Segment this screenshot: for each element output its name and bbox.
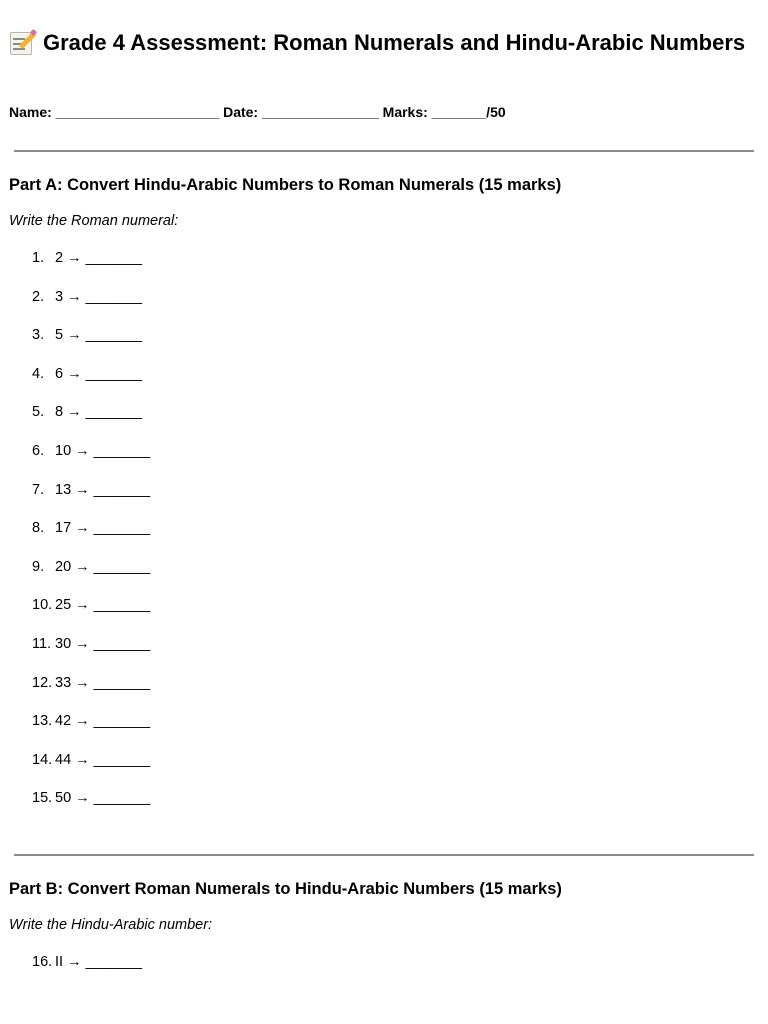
question-number: 15. bbox=[32, 790, 53, 807]
part-b-instruction: Write the Hindu-Arabic number: bbox=[9, 917, 213, 933]
question-number: 7. bbox=[32, 481, 45, 498]
question-item bbox=[32, 712, 150, 751]
question-text: 5 → _______ bbox=[55, 327, 143, 344]
question-number: 16. bbox=[32, 954, 53, 970]
question-number: 5. bbox=[32, 404, 45, 421]
question-item bbox=[32, 442, 150, 481]
question-number: 10. bbox=[32, 597, 53, 614]
question-item bbox=[32, 403, 150, 442]
question-item bbox=[32, 481, 150, 520]
page-title bbox=[9, 28, 749, 57]
section-divider bbox=[14, 854, 754, 856]
question-text: 13 → _______ bbox=[55, 481, 151, 498]
question-number: 4. bbox=[32, 365, 45, 382]
question-text: 3 → _______ bbox=[55, 288, 143, 305]
question-item bbox=[32, 365, 150, 404]
question-text: 50 → _______ bbox=[55, 790, 151, 807]
question-number: 12. bbox=[32, 674, 53, 691]
question-text: 17 → _______ bbox=[55, 520, 151, 537]
part-a-instruction: Write the Roman numeral: bbox=[9, 213, 179, 229]
part-a-heading: Part A: Convert Hindu-Arabic Numbers to Roman Numerals (15 marks) bbox=[9, 176, 562, 194]
question-text: 42 → _______ bbox=[55, 713, 151, 730]
question-text: 33 → _______ bbox=[55, 674, 151, 691]
part-b-question-list bbox=[32, 953, 142, 992]
question-item bbox=[32, 674, 150, 713]
section-divider bbox=[14, 150, 754, 152]
question-item bbox=[32, 596, 150, 635]
question-number: 2. bbox=[32, 288, 45, 305]
question-item bbox=[32, 558, 150, 597]
question-text: 20 → _______ bbox=[55, 558, 151, 575]
question-item bbox=[32, 789, 150, 828]
question-text: 6 → _______ bbox=[55, 365, 143, 382]
question-item bbox=[32, 519, 150, 558]
question-number: 11. bbox=[32, 635, 52, 652]
question-number: 13. bbox=[32, 713, 53, 730]
question-item bbox=[32, 953, 142, 992]
question-text: 2 → _______ bbox=[55, 250, 143, 266]
question-text: 25 → _______ bbox=[55, 597, 151, 614]
memo-pencil-icon bbox=[9, 30, 35, 54]
part-b-heading: Part B: Convert Roman Numerals to Hindu-Arabic Numbers (15 marks) bbox=[9, 880, 562, 898]
part-a-question-list bbox=[32, 249, 150, 828]
question-number: 1. bbox=[32, 250, 45, 266]
question-item bbox=[32, 326, 150, 365]
question-text: 30 → _______ bbox=[55, 635, 151, 652]
question-number: 3. bbox=[32, 327, 45, 344]
question-number: 14. bbox=[32, 751, 53, 768]
question-number: 8. bbox=[32, 520, 45, 537]
question-item bbox=[32, 288, 150, 327]
question-item bbox=[32, 249, 150, 288]
question-text: 8 → _______ bbox=[55, 404, 143, 421]
question-text: 10 → _______ bbox=[55, 442, 151, 459]
question-item bbox=[32, 635, 150, 674]
student-info-line: Name: _____________________ Date: _______________ Marks: _______/50 bbox=[9, 104, 506, 120]
question-item bbox=[32, 751, 150, 790]
page-title-text: Grade 4 Assessment: Roman Numerals and Hindu-Arabic Numbers bbox=[43, 30, 746, 55]
question-text: 44 → _______ bbox=[55, 751, 151, 768]
question-number: 6. bbox=[32, 442, 45, 459]
question-text: II → _______ bbox=[55, 954, 143, 970]
question-number: 9. bbox=[32, 558, 45, 575]
